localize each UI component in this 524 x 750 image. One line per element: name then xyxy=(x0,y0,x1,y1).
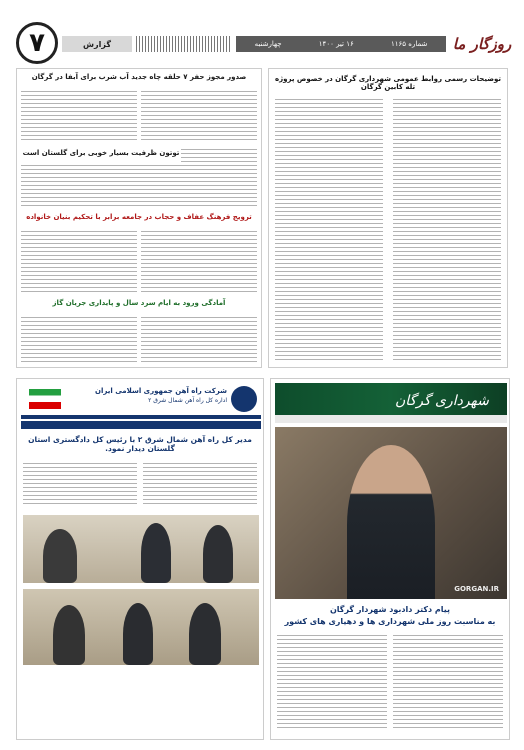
railway-body-right xyxy=(143,463,257,507)
article-body-col-right xyxy=(393,99,501,363)
banner-menu xyxy=(275,415,507,423)
meeting-photo-1 xyxy=(23,515,259,583)
body-wells-left xyxy=(21,91,137,143)
railway-org-name: شرکت راه آهن جمهوری اسلامی ایران اداره کل راه آهن شمال شرق ۲ xyxy=(95,387,227,404)
banner-title: شهرداری گرگان xyxy=(395,393,489,409)
iran-flag-icon xyxy=(29,389,61,409)
body-hijab-right xyxy=(141,231,257,293)
mayor-figure xyxy=(347,445,435,599)
issue-date: ۱۶ تیر ۱۴۰۰ xyxy=(318,40,354,48)
municipality-website-banner xyxy=(275,383,507,423)
newspaper-logo: روزگار ما xyxy=(452,35,512,53)
meeting-photo-2 xyxy=(23,589,259,665)
article-headline: توضیحات رسمی روابط عمومی شهرداری گرگان در خصوص پروژه تله کابین گرگان xyxy=(275,75,501,92)
headline-hijab: ترویج فرهنگ عفاف و حجاب در جامعه برابر با تحکیم بنیان خانواده xyxy=(26,213,252,221)
railway-nav-menu xyxy=(21,421,261,429)
body-side-column xyxy=(181,149,257,207)
railway-website-header xyxy=(21,383,261,419)
headline-gas: آمادگی ورود به ایام سرد سال و پایداری جریان گاز xyxy=(52,299,226,307)
page-header xyxy=(10,22,514,66)
article-body-col-left xyxy=(275,99,383,363)
mayor-message-body-left xyxy=(277,635,387,731)
railway-headline: مدیر کل راه آهن شمال شرق ۲ با رئیس کل دادگستری استان گلستان دیدار نمود. xyxy=(28,435,252,453)
railway-panel xyxy=(16,378,264,740)
mayor-message-headline: پیام دکتر دادبود شهردار گرگان به مناسبت روز ملی شهرداری ها و دهیاری های کشور xyxy=(284,605,496,626)
page-number: ۷ xyxy=(29,28,45,58)
photo-watermark: GORGAN.IR xyxy=(454,585,499,593)
page-number-badge xyxy=(16,22,58,64)
railway-logo-icon xyxy=(231,386,257,412)
mayor-message-body-right xyxy=(393,635,503,731)
body-wells-right xyxy=(141,91,257,143)
issue-number: شماره ۱۱۶۵ xyxy=(391,40,428,48)
body-hijab-left xyxy=(21,231,137,293)
body-gas-right xyxy=(141,317,257,363)
municipality-panel xyxy=(270,378,510,740)
issue-info-bar xyxy=(236,36,446,52)
article-tele-cabin xyxy=(268,68,508,368)
section-label: گزارش xyxy=(83,39,112,49)
body-gas-left xyxy=(21,317,137,363)
mayor-portrait-photo xyxy=(275,427,507,599)
railway-body-left xyxy=(23,463,137,507)
decorative-stripes xyxy=(136,36,232,52)
headline-wells: صدور مجوز حفر ۷ حلقه چاه جدید آب شرب برای آبفا در گرگان xyxy=(31,73,247,81)
news-column-left xyxy=(16,68,262,368)
section-label-bar xyxy=(62,36,132,52)
body-tobacco xyxy=(21,165,181,207)
issue-day: چهارشنبه xyxy=(254,40,282,48)
headline-tobacco: توتون ظرفیت بسیار خوبی برای گلستان است xyxy=(22,149,180,157)
